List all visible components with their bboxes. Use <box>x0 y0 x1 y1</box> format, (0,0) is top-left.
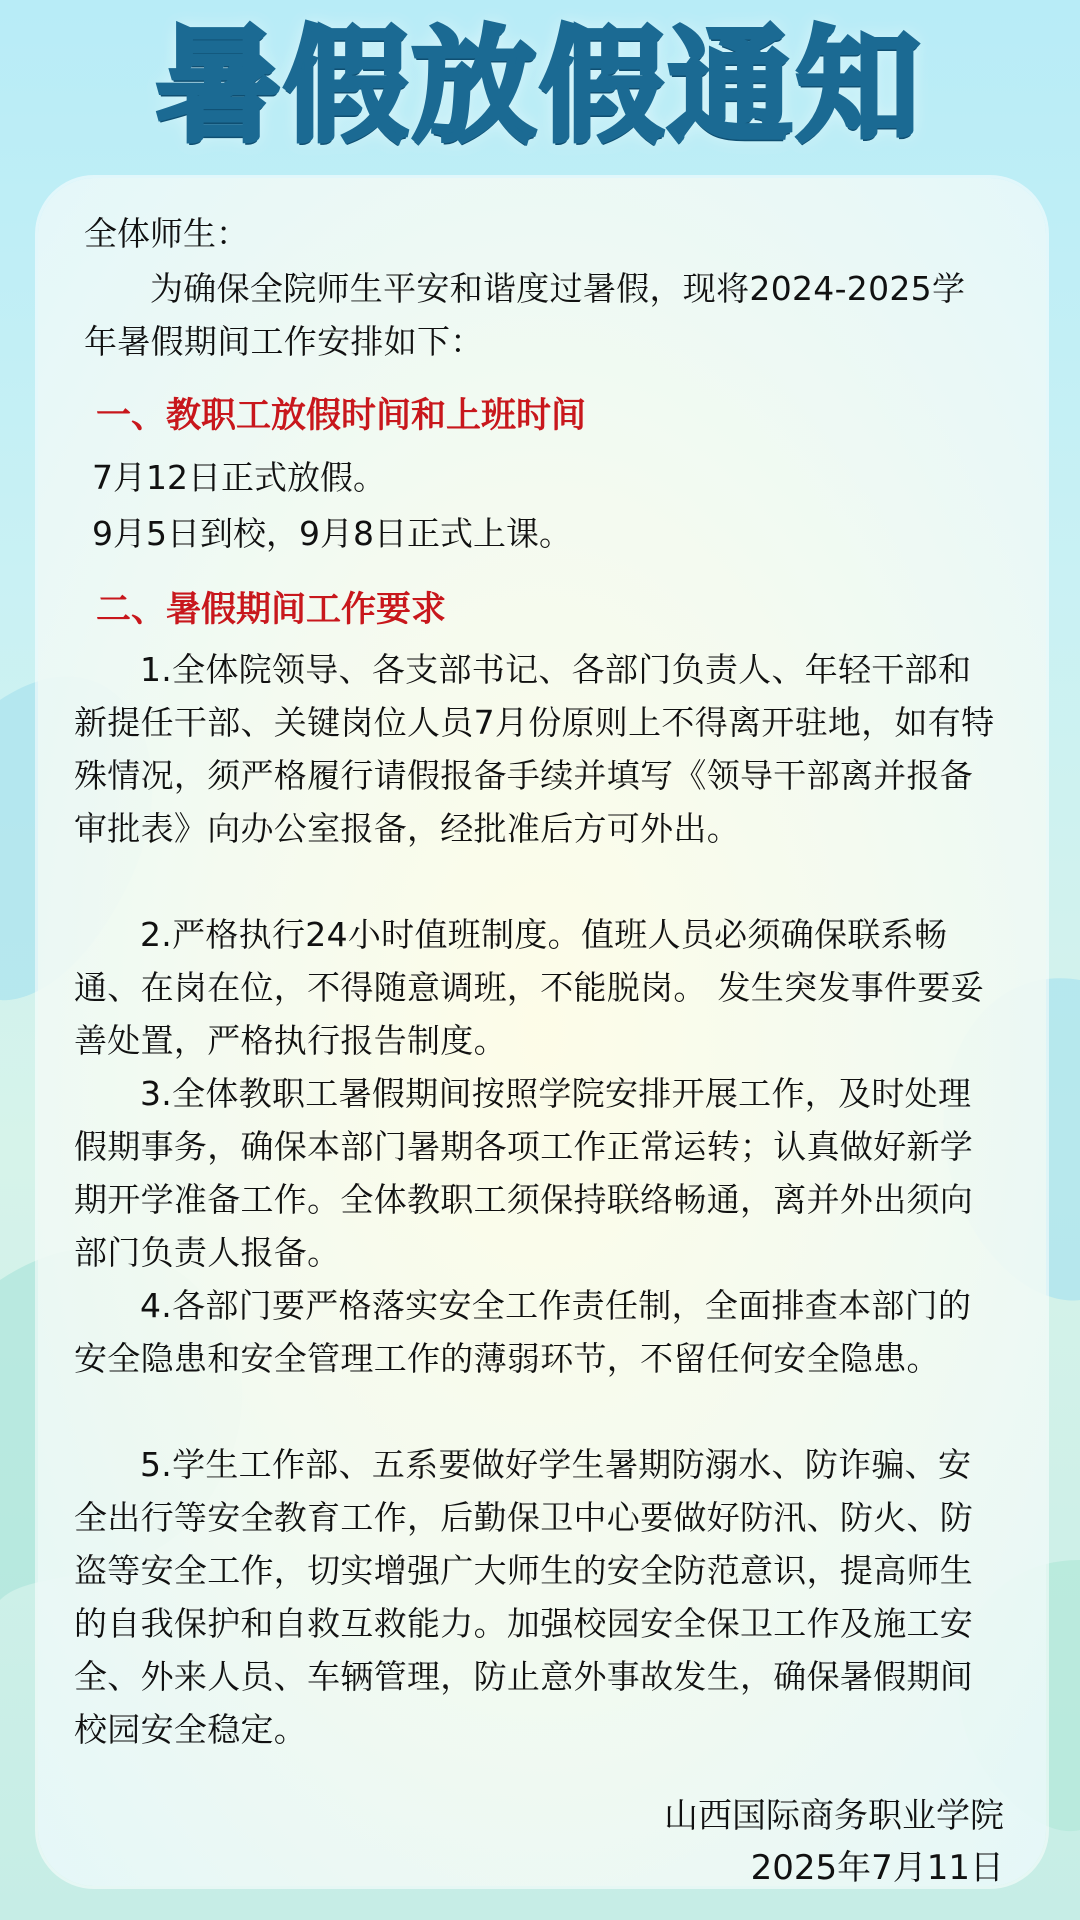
section-1-heading: 一、教职工放假时间和上班时间 <box>96 396 587 436</box>
section-1-line-2: 9月5日到校，9月8日正式上课。 <box>92 514 572 553</box>
signature-organization: 山西国际商务职业学院 <box>664 1796 1004 1836</box>
salutation: 全体师生： <box>84 214 249 253</box>
section-2-item-4: 4.各部门要严格落实安全工作责任制，全面排查本部门的安全隐患和安全管理工作的薄弱环节，不留任何安全隐患。 <box>74 1286 972 1378</box>
section-2-item-1: 1.全体院领导、各支部书记、各部门负责人、年轻干部和新提任干部、关键岗位人员7月份原则上不得离开驻地，如有特殊情况，须严格履行请假报备手续并填写《领导干部离并报备审批表》向办公室报备，经批准后方可外出。 <box>74 650 995 848</box>
section-2-item-3: 3.全体教职工暑假期间按照学院安排开展工作，及时处理假期事务，确保本部门暑期各项工作正常运转；认真做好新学期开学准备工作。全体教职工须保持联络畅通，离并外出须向部门负责人报备。 <box>74 1074 974 1272</box>
notice-title: 暑假放假通知 <box>155 15 924 159</box>
intro-paragraph: 为确保全院师生平安和谐度过暑假，现将2024-2025学年暑假期间工作安排如下： <box>84 269 966 361</box>
signature-date: 2025年7月11日 <box>750 1848 1004 1888</box>
section-2-heading: 二、暑假期间工作要求 <box>96 590 447 630</box>
section-1-line-1: 7月12日正式放假。 <box>92 458 386 497</box>
section-2-item-2: 2.严格执行24小时值班制度。值班人员必须确保联系畅通、在岗在位，不得随意调班，不能脱岗。 发生突发事件要妥善处置，严格执行报告制度。 <box>74 915 984 1060</box>
section-2-item-5: 5.学生工作部、五系要做好学生暑期防溺水、防诈骗、安全出行等安全教育工作，后勤保卫中心要做好防汛、防火、防盗等安全工作，切实增强广大师生的安全防范意识，提高师生的自我保护和自救互救能力。加强校园安全保卫工作及施工安全、外来人员、车辆管理，防止意外事故发生，确保暑假期间校园安全稳定。 <box>74 1445 974 1749</box>
